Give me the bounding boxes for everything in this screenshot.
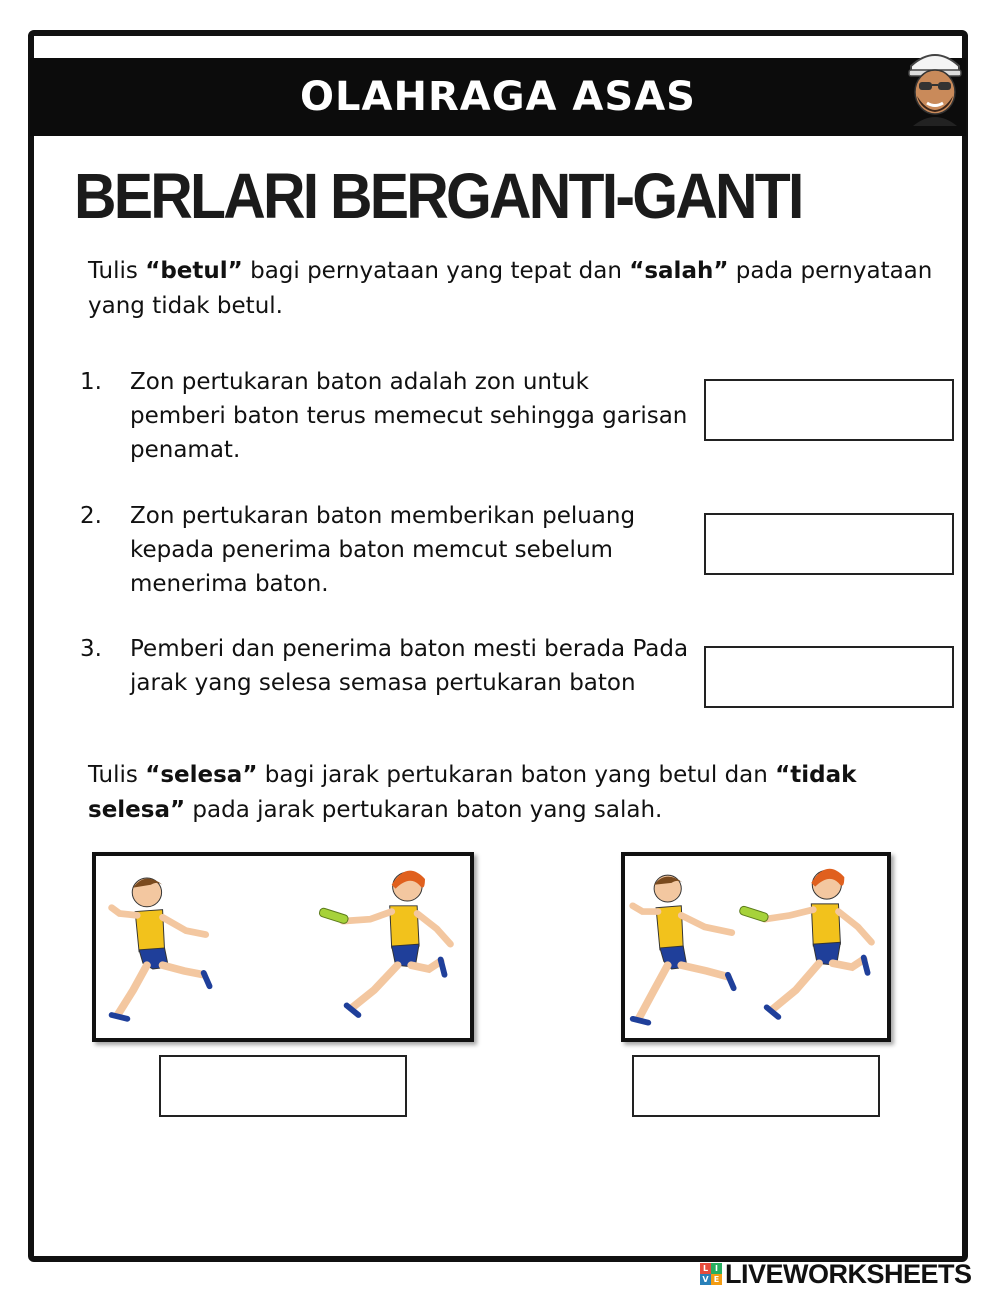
instruction-text: bagi jarak pertukaran baton yang betul dan xyxy=(257,762,776,788)
logo-letter: L xyxy=(700,1263,711,1274)
liveworksheets-logo-icon xyxy=(700,1263,722,1285)
question-1-number: 1. xyxy=(80,369,102,395)
instruction-text: pada jarak pertukaran baton yang salah. xyxy=(185,797,663,823)
liveworksheets-watermark xyxy=(700,1258,972,1289)
teacher-avatar-icon xyxy=(903,46,967,126)
instruction-betul-salah xyxy=(88,254,938,324)
picture-1-answer-input[interactable] xyxy=(159,1055,407,1117)
runner-giver-icon xyxy=(739,869,872,1017)
runner-receiver-icon xyxy=(112,878,210,1019)
logo-letter: E xyxy=(711,1274,722,1285)
logo-letter: I xyxy=(711,1263,722,1274)
runner-receiver-icon xyxy=(633,875,734,1023)
question-1-answer-input[interactable] xyxy=(704,379,954,441)
picture-2-answer-input[interactable] xyxy=(632,1055,880,1117)
question-2-answer-input[interactable] xyxy=(704,513,954,575)
question-1-text: Zon pertukaran baton adalah zon untuk pemberi baton terus memecut sehingga garisan penamat. xyxy=(130,369,688,463)
runner-giver-icon xyxy=(318,871,450,1015)
question-2-text: Zon pertukaran baton memberikan peluang kepada penerima baton memcut sebelum menerima baton. xyxy=(130,503,636,597)
watermark-text: LIVEWORKSHEETS xyxy=(725,1258,972,1289)
header-title: OLAHRAGA ASAS xyxy=(300,74,696,120)
instruction-selesa xyxy=(88,758,938,828)
relay-picture-close xyxy=(621,852,891,1042)
keyword-salah: “salah” xyxy=(629,258,729,284)
question-3-number: 3. xyxy=(80,636,102,662)
question-2-number: 2. xyxy=(80,503,102,529)
logo-letter: V xyxy=(700,1274,711,1285)
keyword-selesa: “selesa” xyxy=(145,762,258,788)
instruction-text: bagi pernyataan yang tepat dan xyxy=(242,258,630,284)
question-3-text: Pemberi dan penerima baton mesti berada Pada jarak yang selesa semasa pertukaran baton xyxy=(130,636,689,696)
page-title: BERLARI BERGANTI-GANTI xyxy=(74,160,802,232)
instruction-text: pada pernyataan yang tidak betul. xyxy=(88,258,933,319)
keyword-tidak-selesa: “tidak selesa” xyxy=(88,762,857,823)
instruction-text: Tulis xyxy=(88,258,146,284)
relay-picture-far-apart xyxy=(92,852,474,1042)
keyword-betul: “betul” xyxy=(145,258,243,284)
question-3-answer-input[interactable] xyxy=(704,646,954,708)
instruction-text: Tulis xyxy=(88,762,146,788)
